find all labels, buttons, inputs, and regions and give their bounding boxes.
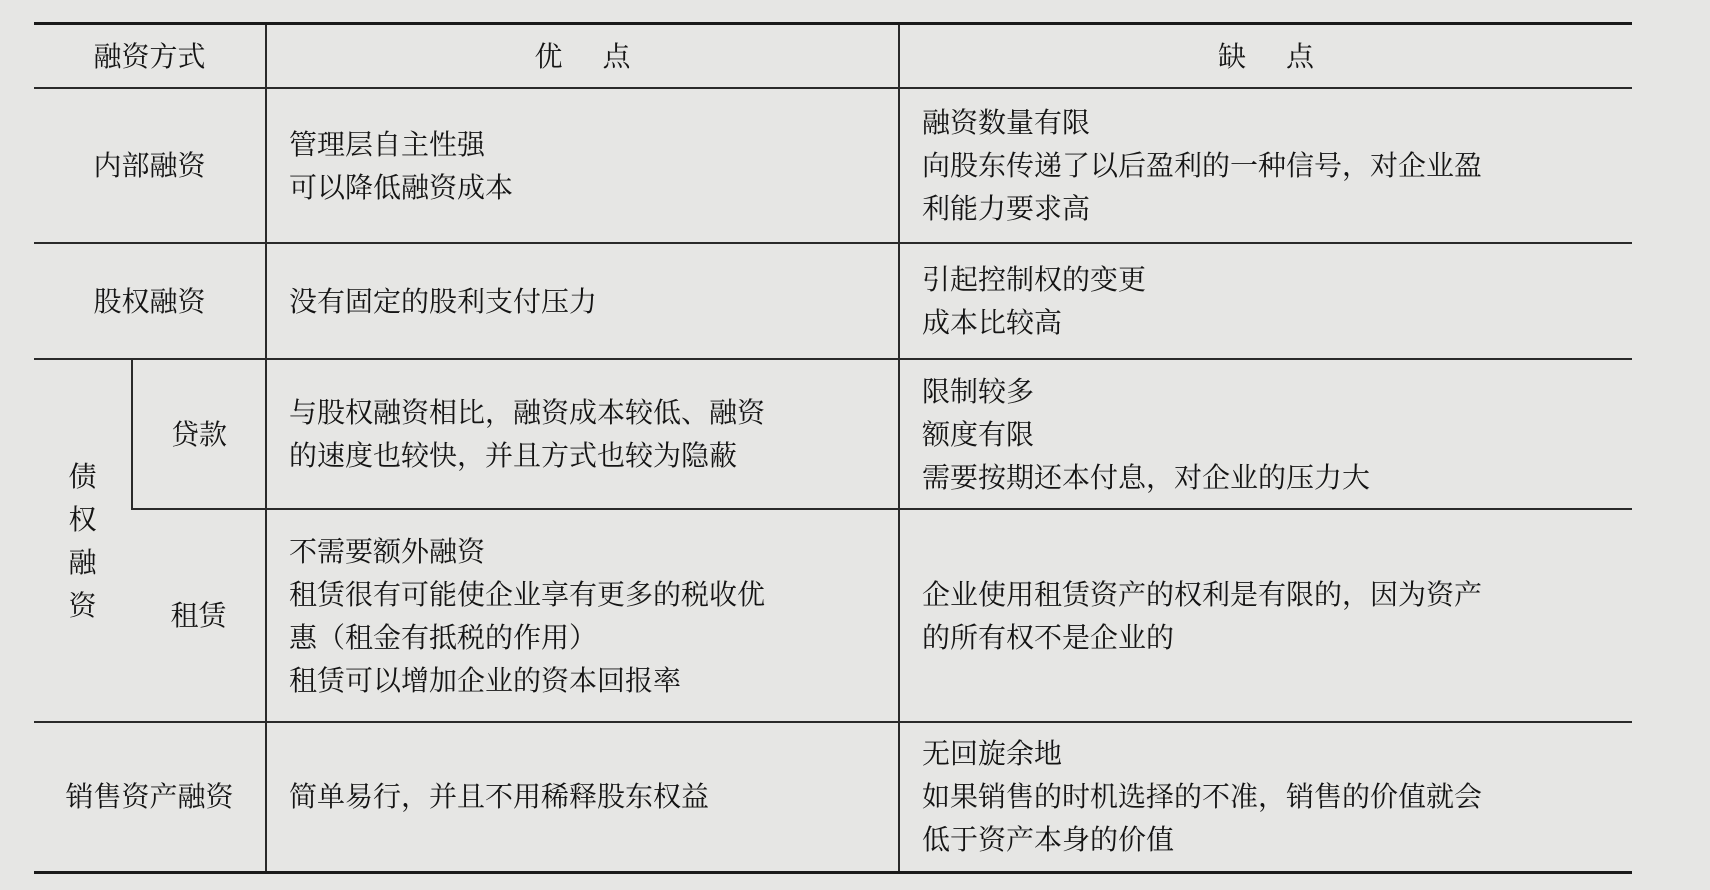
cons-line: 额度有限: [922, 417, 1035, 451]
cons-line: 融资数量有限: [922, 106, 1091, 139]
cons-cell: [899, 243, 1632, 359]
method-cell: 贷款: [132, 359, 266, 509]
cons-line: 的所有权不是企业的: [922, 620, 1175, 654]
cons-cell: [899, 722, 1632, 872]
cons-cell: [899, 359, 1632, 509]
financing-comparison-table: [34, 22, 1632, 874]
table-header-row: [34, 24, 1632, 89]
pros-line: 简单易行，并且不用稀释股东权益: [289, 780, 710, 814]
table-row-lease: [34, 509, 1632, 722]
pros-cell: [266, 509, 899, 722]
cons-line: 向股东传递了以后盈利的一种信号，对企业盈: [922, 149, 1483, 182]
pros-cell: [266, 359, 899, 509]
header-cons: 缺点: [899, 24, 1632, 89]
cons-line: 低于资产本身的价值: [922, 823, 1175, 857]
pros-line: 没有固定的股利支付压力: [289, 284, 598, 318]
cons-cell: [899, 509, 1632, 722]
table-row-equity: [34, 243, 1632, 359]
cons-cell: [899, 88, 1632, 243]
pros-line: 的速度也较快，并且方式也较为隐蔽: [289, 439, 738, 472]
header-method: 融资方式: [34, 24, 266, 89]
pros-cell: [266, 243, 899, 359]
header-pros: 优点: [266, 24, 899, 89]
pros-line: 租赁可以增加企业的资本回报率: [289, 663, 682, 697]
cons-line: 引起控制权的变更: [922, 263, 1147, 296]
cons-line: 企业使用租赁资产的权利是有限的，因为资产: [922, 577, 1483, 611]
table-row-asset-sale: [34, 722, 1632, 872]
cons-line: 利能力要求高: [922, 192, 1091, 225]
cons-line: 无回旋余地: [922, 737, 1063, 771]
cons-line: 需要按期还本付息，对企业的压力大: [922, 460, 1371, 494]
pros-line: 可以降低融资成本: [289, 170, 514, 204]
pros-line: 惠（租金有抵税的作用）: [289, 620, 598, 654]
cons-line: 如果销售的时机选择的不准，销售的价值就会: [922, 780, 1483, 814]
cons-line: 限制较多: [922, 374, 1035, 408]
cons-line: 成本比较高: [922, 306, 1063, 339]
pros-line: 与股权融资相比，融资成本较低、融资: [289, 396, 766, 429]
method-cell: 租赁: [132, 509, 266, 722]
method-cell: 内部融资: [34, 88, 266, 243]
method-cell: 股权融资: [34, 243, 266, 359]
method-cell: 销售资产融资: [34, 722, 266, 872]
pros-line: 租赁很有可能使企业享有更多的税收优: [289, 577, 766, 611]
pros-line: 不需要额外融资: [289, 534, 486, 568]
table-row-internal: [34, 88, 1632, 243]
pros-cell: [266, 88, 899, 243]
group-label: 债权融资: [68, 459, 97, 622]
pros-cell: [266, 722, 899, 872]
table-row-loan: [34, 359, 1632, 509]
debt-financing-group-cell: [34, 359, 132, 722]
pros-line: 管理层自主性强: [289, 127, 486, 161]
